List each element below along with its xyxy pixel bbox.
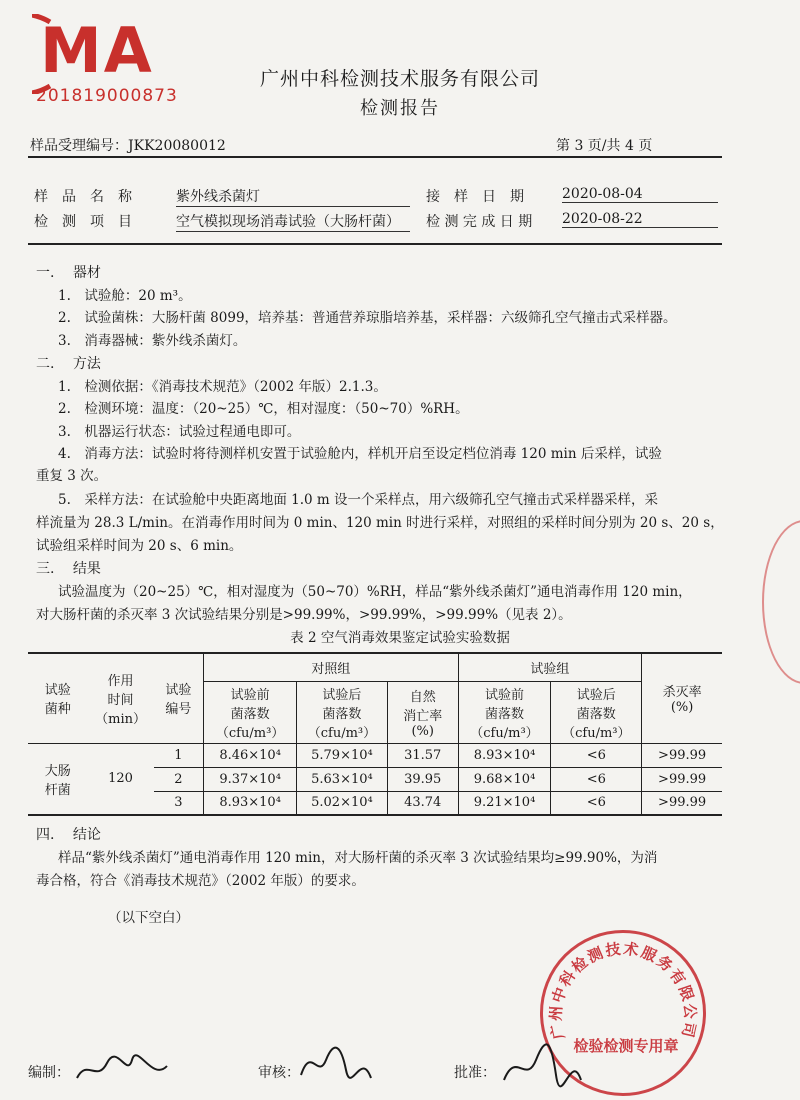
reviewer-signature xyxy=(296,1040,376,1090)
cell-control-after: 5.63×10⁴ xyxy=(297,767,388,791)
header-test-no: 试验 编号 xyxy=(154,653,204,743)
cell-control-before: 8.46×10⁴ xyxy=(204,743,297,767)
section-3-line-2: 对大肠杆菌的杀灭率 3 次试验结果分别是>99.99%，>99.99%，>99.99%（见表 2）。 xyxy=(36,607,572,623)
cell-natural-rate: 31.57 xyxy=(387,743,458,767)
header-control-group: 对照组 xyxy=(204,653,458,681)
section-2-item-4-line-1: 4. 消毒方法：试验时将待测样机安置于试验舱内，样机开启至设定档位消毒 120 min 后采样，试验 xyxy=(58,446,662,462)
cell-control-before: 8.93×10⁴ xyxy=(204,791,297,815)
finish-date-label: 检 测 完 成 日 期 xyxy=(426,214,533,230)
editor-signature xyxy=(72,1048,172,1088)
blank-note: （以下空白） xyxy=(108,910,189,926)
table-title: 表 2 空气消毒效果鉴定试验实验数据 xyxy=(290,630,510,646)
cell-test-before: 8.93×10⁴ xyxy=(458,743,551,767)
test-item-label: 检 测 项 目 xyxy=(34,214,132,230)
sample-name-value: 紫外线杀菌灯 xyxy=(176,186,410,207)
section-2-title: 二. 方法 xyxy=(36,356,101,372)
cell-no: 2 xyxy=(154,767,204,791)
section-3-line-1: 试验温度为（20~25）℃，相对湿度为（50~70）%RH，样品“紫外线杀菌灯”通电消毒作用 120 min， xyxy=(58,584,692,600)
partial-side-stamp xyxy=(762,520,800,684)
sample-number xyxy=(30,135,226,155)
cell-test-after: <6 xyxy=(551,791,642,815)
stamp-ring-text: 广州中科检测技术服务有限公司 xyxy=(546,939,700,1041)
header-natural-rate: 自然 消亡率 (%) xyxy=(387,681,458,743)
section-2-item-5-line-2: 样流量为 28.3 L/min。在消毒作用时间为 0 min、120 min 时进行采样，对照组的采样时间分别为 20 s、20 s， xyxy=(36,515,724,531)
cell-natural-rate: 43.74 xyxy=(387,791,458,815)
receive-date-label: 接 样 日 期 xyxy=(426,189,524,205)
company-name: 广州中科检测技术服务有限公司 xyxy=(259,68,540,90)
cell-control-after: 5.79×10⁴ xyxy=(297,743,388,767)
section-1-item-2: 2. 试验菌株：大肠杆菌 8099，培养基：普通营养琼脂培养基，采样器：六级筛孔空气撞击式采样器。 xyxy=(58,310,677,326)
disinfection-data-table xyxy=(28,652,722,816)
sample-number-value: JKK20080012 xyxy=(128,138,226,154)
cell-control-after: 5.02×10⁴ xyxy=(297,791,388,815)
section-2-item-3: 3. 机器运行状态：试验过程通电即可。 xyxy=(58,424,301,440)
cell-test-after: <6 xyxy=(551,767,642,791)
cell-natural-rate: 39.95 xyxy=(387,767,458,791)
section-2-item-5-line-3: 试验组采样时间为 20 s、6 min。 xyxy=(36,538,243,554)
ma-mark: MA xyxy=(40,14,154,87)
section-1-item-1: 1. 试验舱：20 m³。 xyxy=(58,288,192,304)
header-control-before: 试验前 菌落数 （cfu/m³） xyxy=(204,681,297,743)
table-row xyxy=(28,743,722,767)
cell-kill-rate: >99.99 xyxy=(642,791,722,815)
header-kill-rate: 杀灭率 (%) xyxy=(642,653,722,743)
section-4-line-2: 毒合格，符合《消毒技术规范》（2002 年版）的要求。 xyxy=(36,873,365,889)
cell-test-before: 9.68×10⁴ xyxy=(458,767,551,791)
reviewer-label: 审核： xyxy=(258,1065,300,1081)
section-2-item-5-line-1: 5. 采样方法：在试验舱中央距离地面 1.0 m 设一个采样点，用六级筛孔空气撞击式采样器采样，采 xyxy=(58,492,659,508)
cell-test-before: 9.21×10⁴ xyxy=(458,791,551,815)
section-1-item-3: 3. 消毒器械：紫外线杀菌灯。 xyxy=(58,333,247,349)
header-test-group: 试验组 xyxy=(458,653,642,681)
stamp-center-text: 检验检测专用章 xyxy=(573,1037,679,1055)
section-2-item-2: 2. 检测环境：温度：（20~25）℃，相对湿度：（50~70）%RH。 xyxy=(58,401,469,417)
cell-strain: 大肠 杆菌 xyxy=(28,743,88,815)
sample-number-label: 样品受理编号： xyxy=(30,138,128,154)
header-time: 作用 时间 （min） xyxy=(88,653,154,743)
cell-no: 3 xyxy=(154,791,204,815)
section-2-item-1: 1. 检测依据：《消毒技术规范》（2002 年版）2.1.3。 xyxy=(58,379,387,395)
section-2-item-4-line-2: 重复 3 次。 xyxy=(36,468,108,484)
receive-date-value: 2020-08-04 xyxy=(562,186,718,203)
cell-time: 120 xyxy=(88,743,154,815)
section-4-title: 四. 结论 xyxy=(36,827,101,843)
cell-test-after: <6 xyxy=(551,743,642,767)
header-test-after: 试验后 菌落数 （cfu/m³） xyxy=(551,681,642,743)
finish-date-value: 2020-08-22 xyxy=(562,211,718,228)
section-3-title: 三. 结果 xyxy=(36,561,101,577)
cell-control-before: 9.37×10⁴ xyxy=(204,767,297,791)
approver-signature xyxy=(496,1030,586,1090)
header-control-after: 试验后 菌落数 （cfu/m³） xyxy=(297,681,388,743)
test-item-value: 空气模拟现场消毒试验（大肠杆菌） xyxy=(176,211,410,232)
editor-label: 编制： xyxy=(28,1065,70,1081)
cell-no: 1 xyxy=(154,743,204,767)
ma-code: 201819000873 xyxy=(36,86,178,106)
page-info: 第 3 页/共 4 页 xyxy=(556,138,653,154)
header-rule xyxy=(28,156,722,158)
cell-kill-rate: >99.99 xyxy=(642,743,722,767)
info-rule xyxy=(28,243,722,245)
report-title: 检测报告 xyxy=(360,98,440,119)
header-strain: 试验 菌种 xyxy=(28,653,88,743)
cell-kill-rate: >99.99 xyxy=(642,767,722,791)
section-1-title: 一. 器材 xyxy=(36,265,101,281)
approver-label: 批准： xyxy=(454,1065,496,1081)
sample-name-label: 样 品 名 称 xyxy=(34,189,132,205)
header-test-before: 试验前 菌落数 （cfu/m³） xyxy=(458,681,551,743)
section-4-line-1: 样品“紫外线杀菌灯”通电消毒作用 120 min，对大肠杆菌的杀灭率 3 次试验结果均≥99.90%，为消 xyxy=(58,850,658,866)
svg-text:广州中科检测技术服务有限公司 xyxy=(547,940,700,1041)
